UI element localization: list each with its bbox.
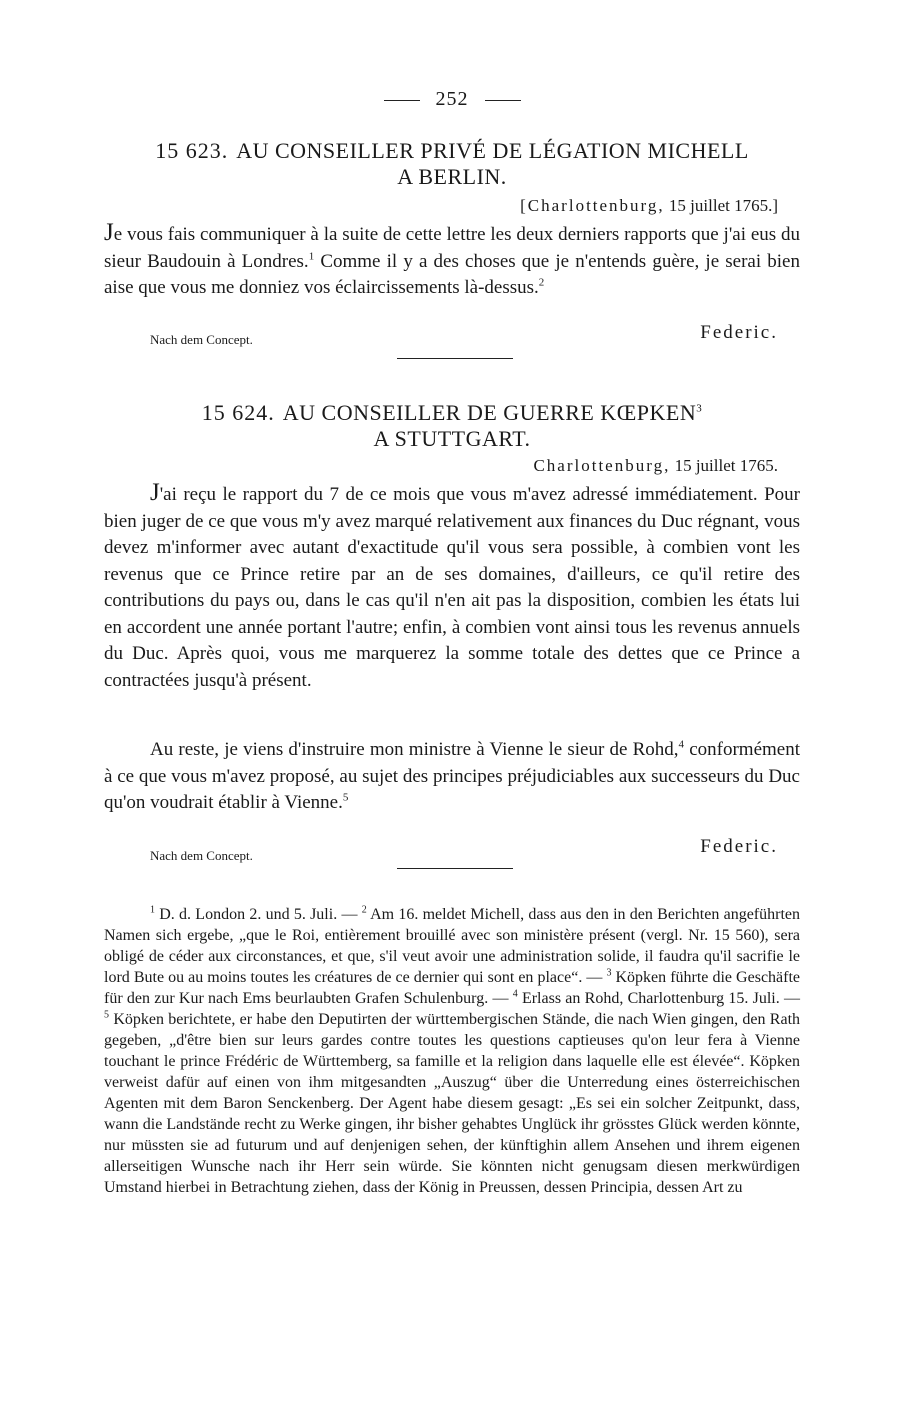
letter-2-heading — [104, 400, 800, 452]
letter-1-dropcap: J — [104, 219, 114, 246]
letter-1-title-line-1: AU CONSEILLER PRIVÉ DE LÉGATION MICHELL — [236, 138, 749, 163]
page-number: 252 — [435, 88, 469, 110]
letter-1-text-a: e vous fais communiquer à la suite de cette lettre les deux derniers rapports que j'ai eus du sieur Baudouin à Londres. — [104, 224, 800, 272]
footnote-ref-3: 3 — [696, 402, 703, 415]
page-number-line — [104, 88, 800, 111]
letter-2-dropcap: J — [150, 479, 160, 506]
document-page — [104, 0, 800, 1404]
letter-1-number: 15 623. — [155, 138, 229, 163]
letter-2-source-note: Nach dem Concept. — [150, 848, 253, 863]
footnote-mark-5: 5 — [104, 1009, 109, 1021]
letter-1-signature: Federic. — [700, 322, 778, 343]
footnote-4: Erlass an Rohd, Charlottenburg 15. Juli. — — [521, 990, 800, 1007]
letter-1-heading-line-1 — [104, 138, 800, 164]
letter-1-dateline — [520, 196, 778, 216]
letter-2-paragraph-2-text-b: conformément à ce que vous m'avez proposé, au sujet des principes préjudiciables aux successeurs du Duc qu'on voudrait établir à Vienne. — [104, 739, 800, 813]
letter-1-source-note: Nach dem Concept. — [150, 332, 253, 347]
letter-1-body — [104, 220, 800, 302]
letter-1-heading — [104, 138, 800, 190]
letter-1-date: 15 juillet 1765.] — [668, 196, 778, 215]
footnote-mark-3: 3 — [606, 967, 612, 979]
letter-2-title-line-1: AU CONSEILLER DE GUERRE KŒPKEN — [282, 400, 697, 425]
page-number-dash-left — [384, 100, 420, 101]
footnote-ref-2: 2 — [538, 276, 545, 289]
footnote-mark-2: 2 — [361, 904, 367, 916]
footnote-ref-1: 1 — [308, 250, 315, 263]
footnote-3: Köpken führte die Geschäfte für den zur Kur nach Ems beurlaubten Grafen Schulenburg. — — [104, 969, 801, 1007]
footnote-ref-4: 4 — [678, 738, 685, 751]
footnote-2: Am 16. meldet Michell, dass aus den in den Berichten angeführten Namen sich ergebe, „que le Roi, entièrement brouillé avec son ministère présent (vergl. Nr. 15 560), sera obligé de céder aux circonstances, et que, s'il veut avoir une administration solide, il faudra qu'il sacrifie le lord Bute ou au moins toutes les créatures de ce dernier qui sont en place“. — — [104, 906, 801, 986]
letter-2-separator-rule — [397, 868, 513, 869]
letter-2-title-line-2: A STUTTGART. — [373, 426, 531, 451]
footnote-5: Köpken berichtete, er habe den Deputirten der württembergischen Stände, die nach Wien gingen, den Rath gegeben, „d'être bien sur leurs gardes contre toutes les questions captieuses qu'on leur fera à Vienne touchant le prince Frédéric de Württemberg, sa famille et la religion dans laquelle elle est élevée“. Köpken verweist dafür auf einen von ihm mitgesandten „Auszug“ über die Unterredung eines österreichischen Agenten mit dem Baron Senckenberg. Der Agent habe diesem gesagt: „Es sei ein solcher Zeitpunkt, dass, wann die Landstände recht zu Werke gingen, ihr bisher gehabtes Unglück ihr grösstes Glück werden könnte, nur müssten sie ad futurum und auf denjenigen sehen, der künftighin allem Ansehen und ihrem eigenen allerseitigen Wunsche nach ihr Herr sein würde. Sie könnten nicht genugsam diesen merkwürdigen Umstand hierbei in Betrachtung ziehen, dass der König in Preussen, dessen Principia, dessen Art zu — [104, 1011, 801, 1196]
letter-1-text-b: Comme il y a des choses que je n'entends guère, je serai bien aise que vous me donniez vos éclaircissements là-dessus. — [104, 250, 800, 298]
letter-2-date: 15 juillet 1765. — [674, 456, 778, 475]
letter-2-signature: Federic. — [700, 836, 778, 857]
letter-2-dateline — [533, 456, 778, 476]
footnote-mark-1: 1 — [150, 904, 155, 916]
letter-2-paragraph-1-text: 'ai reçu le rapport du 7 de ce mois que vous m'avez adressé immédiatement. Pour bien juger de ce que vous m'y avez marqué relativement aux finances du Duc régnant, vous devez m'informer avec autant d'exactitude qu'il vous sera possible, à combien vont les revenus que ce Prince retire par an de ses domaines, d'ailleurs, ce qu'il retire des contributions du pays ou, dans le cas qu'il n'en ait pas la disposition, combien les états lui en accordent une année portant l'autre; enfin, à combien vont ainsi tous les revenus annuels du Duc. Après quoi, vous me marquerez la somme totale des dettes que ce Prince a contractées jusqu'à présent. — [104, 484, 800, 691]
footnotes-text — [104, 904, 800, 1198]
letter-1-date-place: [Charlottenburg, — [520, 196, 665, 215]
letter-2-number: 15 624. — [201, 400, 275, 425]
footnotes — [104, 904, 800, 1198]
letter-2-paragraph-2-text-a: Au reste, je viens d'instruire mon ministre à Vienne le sieur de Rohd, — [150, 739, 679, 760]
letter-1-separator-rule — [397, 358, 513, 359]
letter-2-heading-line-1 — [104, 400, 800, 426]
page-number-dash-right — [485, 100, 521, 101]
footnote-1: D. d. London 2. und 5. Juli. — — [159, 906, 358, 923]
footnote-mark-4: 4 — [512, 988, 518, 1000]
letter-1-title-line-2: A BERLIN. — [397, 164, 507, 189]
letter-2-paragraph-1 — [104, 480, 800, 694]
footnote-ref-5: 5 — [342, 791, 349, 804]
letter-2-date-place: Charlottenburg, — [533, 456, 671, 475]
letter-2-paragraph-2 — [104, 737, 800, 817]
